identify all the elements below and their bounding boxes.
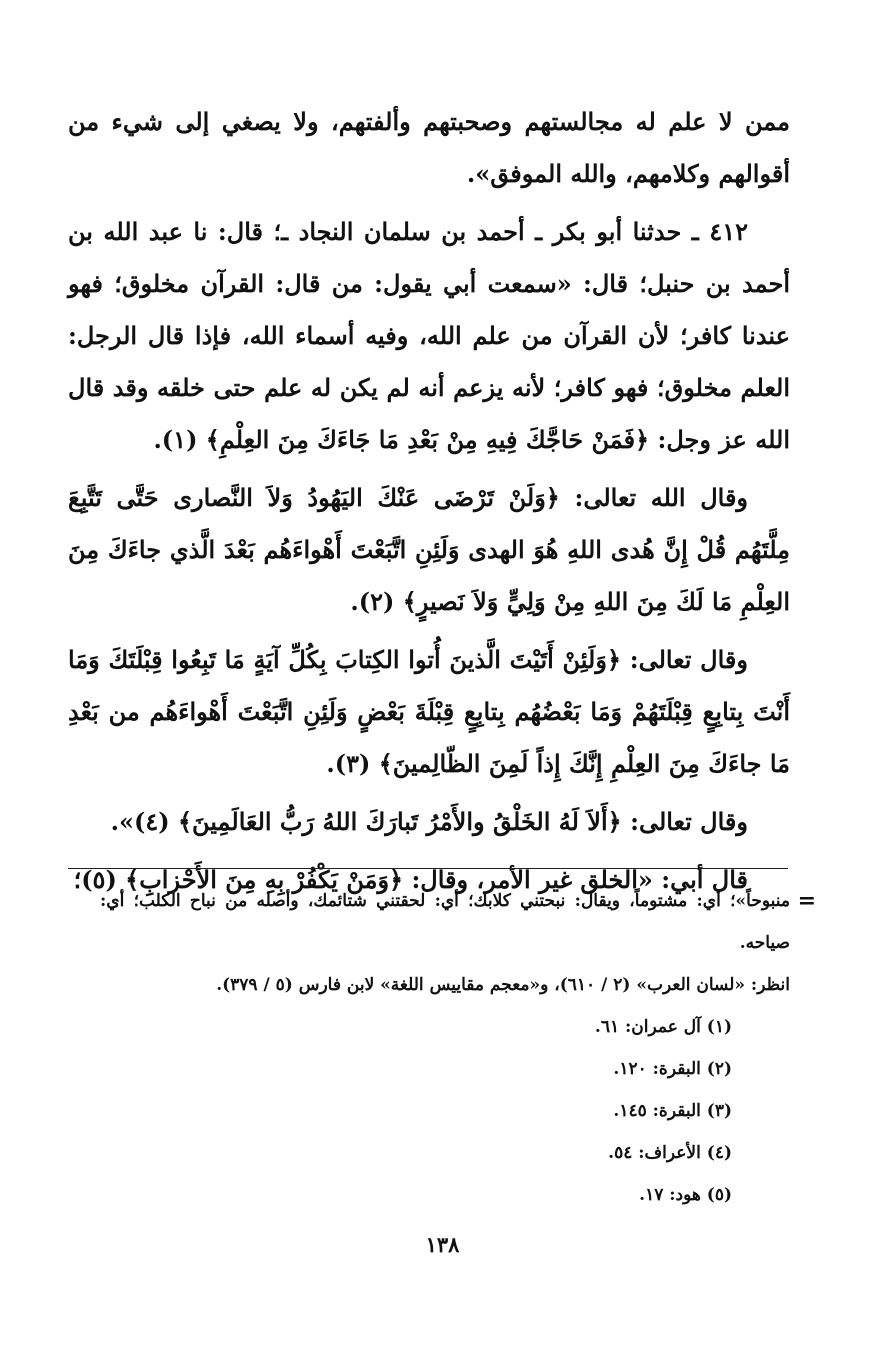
paragraph-quote-baqarah-145: وقال تعالى: ﴿وَلَئِنْ أَتَيْتَ الَّذينَ أُتوا الكِتابَ بِكُلِّ آيَةٍ مَا تَبِعُوا قِبْلَتَكَ وَمَا أَنْتَ بِتابِعٍ قِبْلَتَهُمْ وَمَا بَعْضُهُم بِتابِعٍ قِبْلَةَ بَعْضٍ وَلَئِنِ اتَّبَعْتَ أَهْواءَهُم من بَعْدِ مَا جاءَكَ مِنَ العِلْمِ إِنَّكَ إِذاً لَمِنَ الظّالِمينَ﴾ (٣). bbox=[68, 645, 790, 778]
paragraph-quote-hud-17: قال أبي: «الخلق غير الأمر، وقال: ﴿وَمَنْ يَكْفُرْ بِهِ مِنَ الأَحْزابِ﴾ (٥)؛ bbox=[73, 865, 748, 894]
page-number: ١٣٨ bbox=[425, 1232, 460, 1257]
footnote-3: (٣) البقرة: ١٤٥. bbox=[613, 1101, 732, 1121]
paragraph-quote-araf-54: وقال تعالى: ﴿أَلاَ لَهُ الخَلْقُ والأَمْرُ تَبارَكَ اللهُ رَبُّ العَالَمِينَ﴾ (٤)». bbox=[110, 807, 748, 836]
footnote-separator bbox=[68, 868, 788, 869]
footnotes bbox=[100, 880, 816, 1216]
footnote-continuation bbox=[100, 880, 816, 964]
footnote-5: (٥) هود: ١٧. bbox=[639, 1185, 732, 1205]
main-text bbox=[68, 96, 790, 912]
footnote-2: (٢) البقرة: ١٢٠. bbox=[613, 1059, 732, 1079]
footnote-1: (١) آل عمران: ٦١. bbox=[594, 1017, 732, 1037]
footnote-continuation-text: منبوحاً»؛ أي: مشتوماً، ويقال: نبحتني كلابك؛ أي: لحقتني شتائمك، وأصله من نباح الكلب؛ أي: صياحه. bbox=[100, 891, 790, 953]
continuation-marker: = bbox=[797, 888, 816, 914]
paragraph-narration-412: ٤١٢ ـ حدثنا أبو بكر ـ أحمد بن سلمان النجاد ـ؛ قال: نا عبد الله بن أحمد بن حنبل؛ قال: «سمعت أبي يقول: من قال: القرآن مخلوق؛ فهو عندنا كافر؛ لأن القرآن من علم الله، وفيه أسماء الله، فإذا قال الرجل: العلم مخلوق؛ فهو كافر؛ لأنه يزعم أنه لم يكن له علم حتى خلقه وقد قال الله عز وجل: ﴿فَمَنْ حَاجَّكَ فِيهِ مِنْ بَعْدِ مَا جَاءَكَ مِنَ العِلْمِ﴾ (١). bbox=[68, 217, 790, 454]
paragraph-quote-baqarah-120: وقال الله تعالى: ﴿وَلَنْ تَرْضَى عَنْكَ اليَهُودُ وَلاَ النَّصارى حَتَّى تَتَّبِعَ مِلَّتَهُم قُلْ إِنَّ هُدى اللهِ هُوَ الهدى وَلَئِنِ اتَّبَعْتَ أَهْواءَهُم بَعْدَ الَّذي جاءَكَ مِنَ العِلْمِ مَا لَكَ مِنَ اللهِ مِنْ وَلِيٍّ وَلاَ نَصيرٍ﴾ (٢). bbox=[68, 483, 790, 616]
footnote-4: (٤) الأعراف: ٥٤. bbox=[608, 1143, 732, 1163]
paragraph-intro: ممن لا علم له مجالستهم وصحبتهم وألفتهم، ولا يصغي إلى شيء من أقوالهم وكلامهم، والله الموفق». bbox=[68, 107, 790, 188]
footnote-reference: انظر: «لسان العرب» (٢ / ٦١٠)، و«معجم مقاييس اللغة» لابن فارس (٥ / ٣٧٩). bbox=[216, 975, 790, 995]
